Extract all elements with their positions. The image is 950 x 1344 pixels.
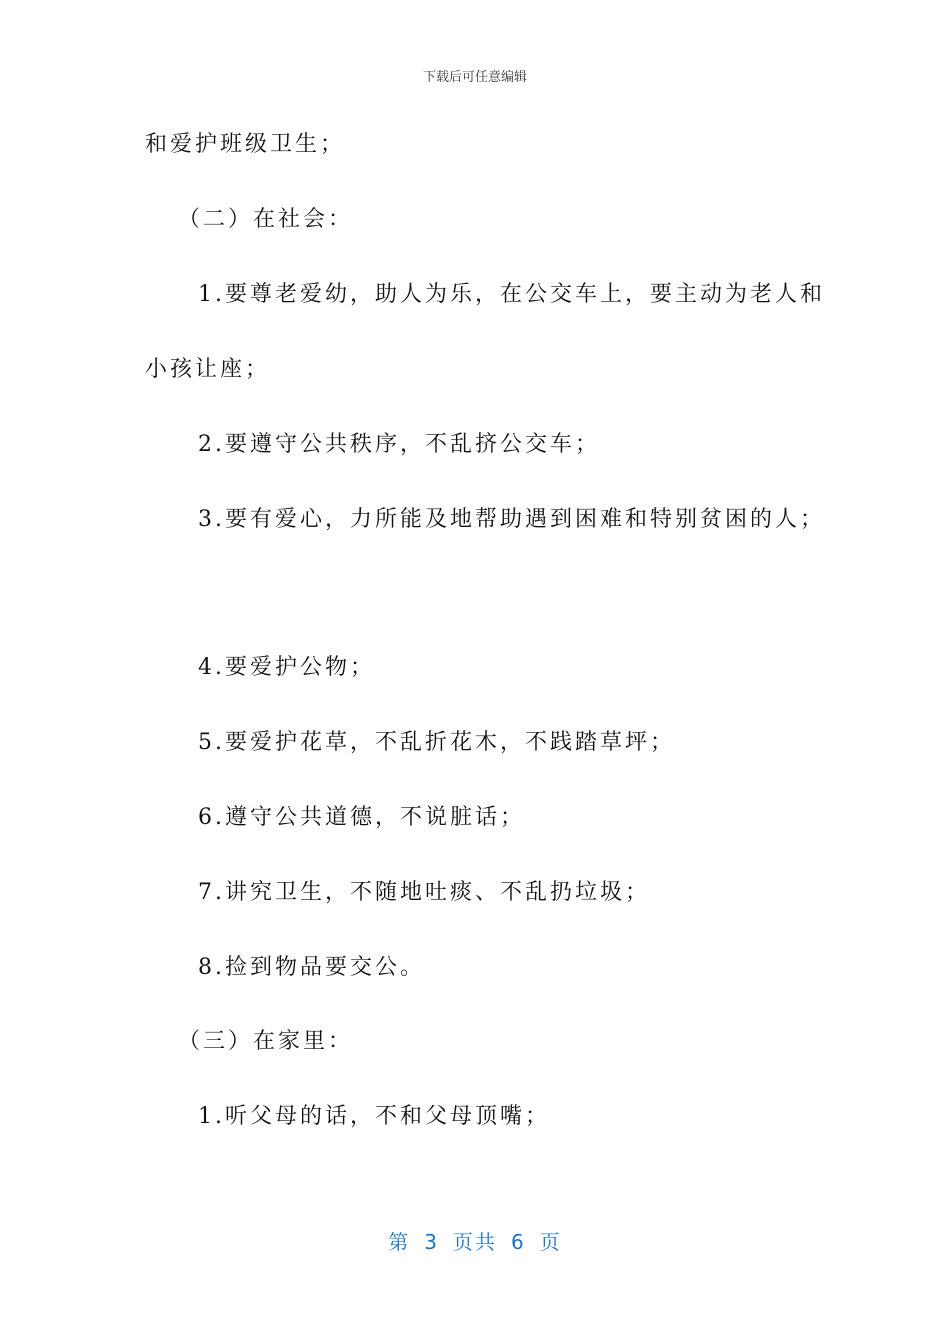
footer-middle: 页共 xyxy=(453,1230,497,1254)
page-header: 下载后可任意编辑 xyxy=(422,70,527,85)
body-line: 和爱护班级卫生； xyxy=(145,132,346,157)
body-line: 4.要爱护公物； xyxy=(198,655,375,680)
footer-prefix: 第 xyxy=(388,1230,411,1254)
footer-suffix: 页 xyxy=(539,1230,562,1254)
page-footer xyxy=(0,1226,950,1255)
footer-current-page: 3 xyxy=(424,1230,439,1254)
body-line: 2.要遵守公共秩序，不乱挤公交车； xyxy=(198,432,600,457)
body-line: 8.捡到物品要交公。 xyxy=(198,955,425,980)
section-heading-society: （二）在社会： xyxy=(178,207,354,232)
footer-total-pages: 6 xyxy=(511,1230,526,1254)
body-line: 小孩让座； xyxy=(145,357,271,382)
section-heading-home: （三）在家里： xyxy=(178,1029,354,1054)
body-line: 6.遵守公共道德，不说脏话； xyxy=(198,805,525,830)
body-line: 5.要爱护花草，不乱折花木，不践踏草坪； xyxy=(198,730,675,755)
body-line: 1.听父母的话，不和父母顶嘴； xyxy=(198,1104,550,1129)
body-line: 7.讲究卫生，不随地吐痰、不乱扔垃圾； xyxy=(198,880,650,905)
body-line: 3.要有爱心，力所能及地帮助遇到困难和特别贫困的人； xyxy=(198,507,825,532)
body-line: 1.要尊老爱幼，助人为乐，在公交车上，要主动为老人和 xyxy=(198,282,825,307)
